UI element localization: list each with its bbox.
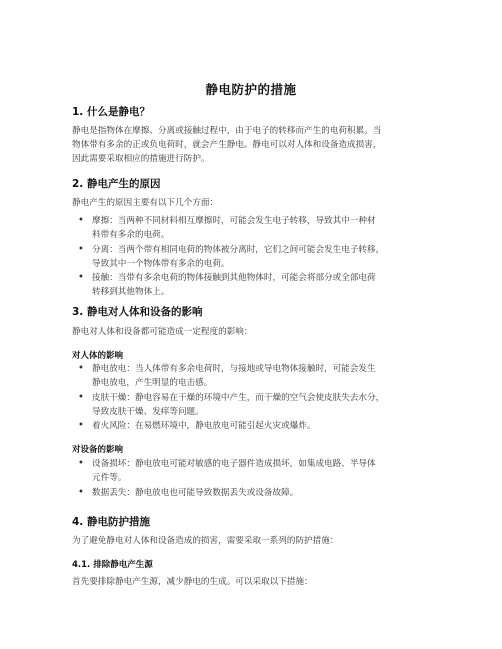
bullet-line: 设备损坏：静电放电可能对敏感的电子器件造成损坏，如集成电路、半导体 xyxy=(92,459,376,469)
bullet-line: 数据丢失：静电放电也可能导致数据丢失或设备故障。 xyxy=(92,488,299,498)
section-4-intro: 为了避免静电对人体和设备造成的损害，需要采取一系列的防护措施： xyxy=(72,536,339,546)
bullet-line: 接触：当带有多余电荷的物体接触到其他物体时，可能会将部分或全部电荷 xyxy=(92,273,376,283)
bullet-line: 导致其中一个物体带有多余的电荷。 xyxy=(92,259,230,269)
section-1-heading: 1. 什么是静电？ xyxy=(72,106,150,118)
section-2-intro: 静电产生的原因主要有以下几个方面： xyxy=(72,198,219,208)
person-bullet-3 xyxy=(78,419,432,433)
bullet-icon: • xyxy=(78,420,84,431)
section-2-heading: 2. 静电产生的原因 xyxy=(72,178,161,190)
device-bullet-2 xyxy=(78,486,432,500)
bullet-icon: • xyxy=(78,487,84,498)
bullet-icon: • xyxy=(78,363,84,374)
section-4-1-heading: 4.1. 排除静电产生源 xyxy=(72,560,153,570)
section-1-line-1: 静电是指物体在摩擦、分离或接触过程中，由于电子的转移而产生的电荷积累。当 xyxy=(72,126,382,136)
section-3-sub-device: 对设备的影响 xyxy=(72,445,124,455)
bullet-icon: • xyxy=(78,272,84,283)
section-3-intro: 静电对人体和设备都可能造成一定程度的影响： xyxy=(72,327,253,337)
bullet-icon: • xyxy=(78,392,84,403)
bullet-line: 皮肤干燥：静电容易在干燥的环境中产生，而干燥的空气会使皮肤失去水分， xyxy=(92,393,385,403)
section-1-line-2: 物体带有多余的正或负电荷时，就会产生静电。静电可以对人体和设备造成损害， xyxy=(72,140,382,150)
section-2-bullet-1 xyxy=(78,214,432,242)
device-bullet-1 xyxy=(78,457,432,485)
document-title: 静电防护的措施 xyxy=(205,82,297,97)
bullet-line: 料带有多余的电荷。 xyxy=(92,230,170,240)
person-bullet-1 xyxy=(78,362,432,390)
bullet-line: 静电放电，产生明显的电击感。 xyxy=(92,378,213,388)
section-2-bullet-2 xyxy=(78,243,432,271)
bullet-icon: • xyxy=(78,458,84,469)
bullet-line: 摩擦：当两种不同材料相互摩擦时，可能会发生电子转移，导致其中一种材 xyxy=(92,216,376,226)
bullet-line: 着火风险：在易燃环境中，静电放电可能引起火灾或爆炸。 xyxy=(92,421,316,431)
bullet-line: 导致皮肤干燥、发痒等问题。 xyxy=(92,407,204,417)
bullet-line: 转移到其他物体上。 xyxy=(92,287,170,297)
section-3-sub-person: 对人体的影响 xyxy=(72,351,124,361)
section-4-1-intro: 首先要排除静电产生源，减少静电的生成。可以采取以下措施： xyxy=(72,577,313,587)
section-1-line-3: 因此需要采取相应的措施进行防护。 xyxy=(72,154,210,164)
section-4-heading: 4. 静电防护措施 xyxy=(72,516,150,528)
section-3-heading: 3. 静电对人体和设备的影响 xyxy=(72,306,203,318)
bullet-icon: • xyxy=(78,215,84,226)
bullet-icon: • xyxy=(78,244,84,255)
person-bullet-2 xyxy=(78,391,432,419)
bullet-line: 分离：当两个带有相同电荷的物体被分离时，它们之间可能会发生电子转移， xyxy=(92,245,385,255)
bullet-line: 元件等。 xyxy=(92,473,127,483)
section-2-bullet-3 xyxy=(78,271,432,299)
bullet-line: 静电放电：当人体带有多余电荷时，与接地或导电物体接触时，可能会发生 xyxy=(92,364,376,374)
